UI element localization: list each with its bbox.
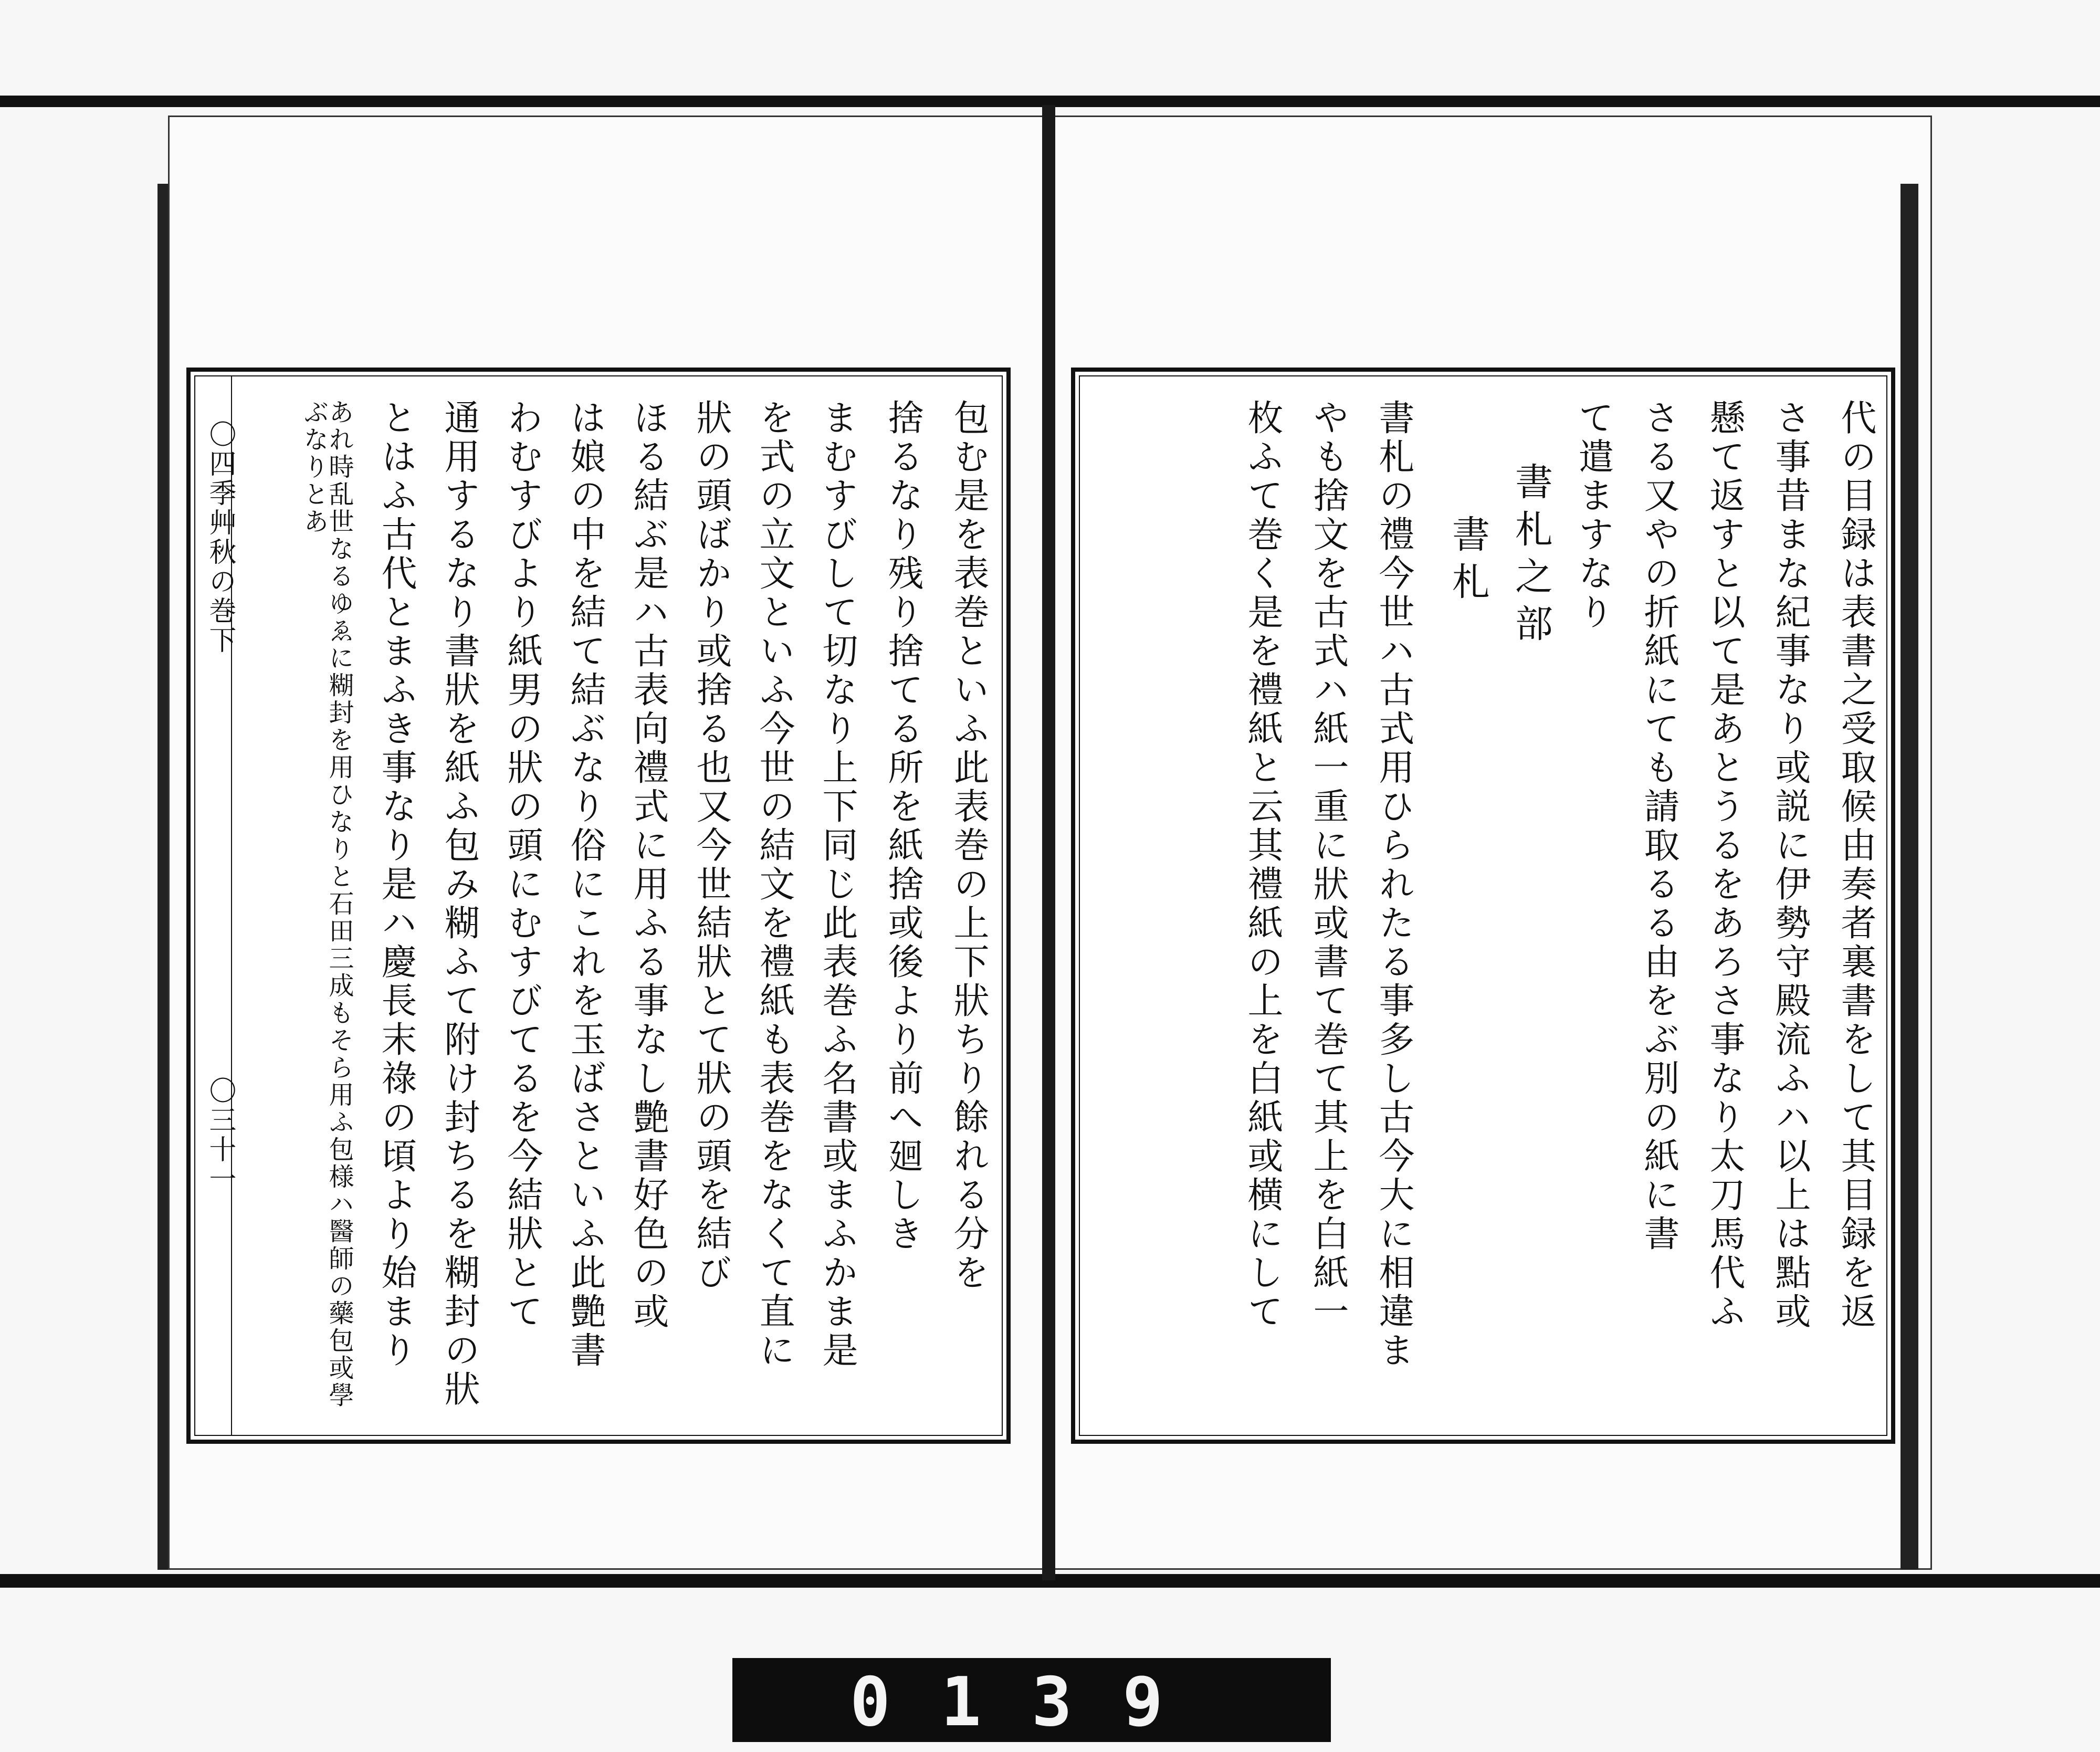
left-col-3: まむすびして切なり上下同じ此表巻ふ名書或まふかま是 [816, 399, 858, 1370]
margin-title: 〇四季艸秋の巻下 [204, 420, 236, 655]
right-col-4: さる又やの折紙にても請取るる由をぶ別の紙に書 [1638, 399, 1679, 1254]
page-number: 〇三十一 [204, 1076, 236, 1194]
subheading: 書札 [1446, 515, 1490, 609]
left-col-10: とはふ古代とまふき事なり是ハ慶長末祿の頃より始まり [375, 399, 417, 1370]
left-col-9: 通用するなり書狀を紙ふ包み糊ふて附け封ちるを糊封の狀 [438, 399, 480, 1409]
section-heading: 書札之部 [1509, 462, 1553, 651]
left-col-2: 捨るなり残り捨てる所を紙捨或後より前へ廻しき [882, 399, 923, 1254]
film-frame-number: 0139 [849, 1663, 1214, 1741]
book-spread [168, 105, 1932, 1580]
left-col-11: あれ時乱世なるゆゑに糊封を用ひなりと石田三成もそら用ふ包様ハ醫師の藥包或學ぶなりとあ [299, 399, 354, 1409]
right-page-edge [1900, 184, 1918, 1570]
book-spine [1042, 105, 1055, 1580]
right-col-5: て遣ますなり [1572, 399, 1614, 632]
left-col-4: を式の立文といふ今世の結文を禮紙も表巻をなくて直に [753, 399, 795, 1370]
film-frame-tag [732, 1658, 1331, 1742]
right-col-1: 代の目録は表書之受取候由奏者裏書をして其目録を返 [1835, 399, 1876, 1331]
right-col-2: さ事昔まな紀事なり或説に伊勢守殿流ふハ以上は點或 [1769, 399, 1811, 1331]
right-lower-col-2: やも捨文を古式ハ紙一重に狀或書て巻て其上を白紙一 [1307, 399, 1349, 1331]
left-col-1: 包む是を表巻といふ此表巻の上下狀ちり餘れる分を [948, 399, 989, 1293]
right-lower-col-3: 枚ふて巻く是を禮紙と云其禮紙の上を白紙或横にして [1242, 399, 1283, 1331]
right-lower-col-1: 書札の禮今世ハ古式用ひられたる事多し古今大に相違ま [1373, 399, 1414, 1370]
left-col-8: わむすびより紙男の狀の頭にむすびてるを今結狀とて [501, 399, 543, 1331]
left-col-5: 狀の頭ばかり或捨る也又今世結狀とて狀の頭を結び [690, 399, 732, 1293]
left-col-6: ほる結ぶ是ハ古表向禮式に用ふる事なし艶書好色の或 [627, 399, 669, 1331]
right-col-3: 懸て返すと以て是あとうるをあろさ事なり太刀馬代ふ [1704, 399, 1745, 1331]
left-col-7: は娘の中を結て結ぶなり俗にこれを玉ばさといふ此艶書 [564, 399, 606, 1370]
